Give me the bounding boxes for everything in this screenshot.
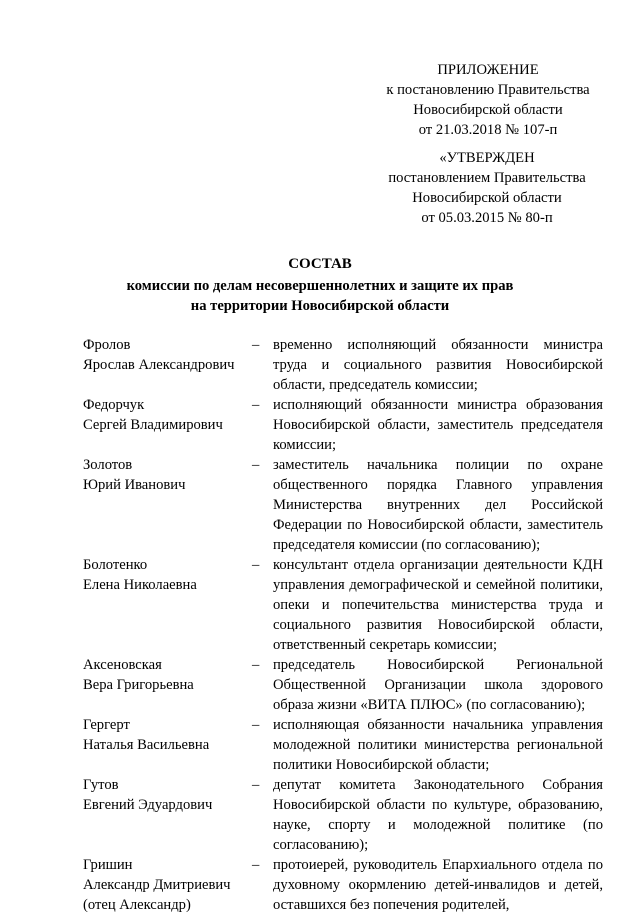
member-given-names: Ярослав Александрович bbox=[83, 357, 235, 373]
member-entry bbox=[0, 455, 640, 555]
appendix-resolution: к постановлению Правительства bbox=[386, 82, 590, 98]
dash-separator: – bbox=[252, 337, 260, 353]
appendix-label: ПРИЛОЖЕНИЕ bbox=[437, 62, 539, 78]
member-entry bbox=[0, 715, 640, 775]
member-given-names: Наталья Васильевна bbox=[83, 737, 210, 753]
appendix-header bbox=[378, 60, 598, 140]
appendix-region: Новосибирской области bbox=[413, 102, 563, 118]
member-surname: Гутов bbox=[83, 777, 119, 793]
document-title bbox=[0, 254, 640, 316]
member-given-names: Юрий Иванович bbox=[83, 477, 186, 493]
member-entry bbox=[0, 335, 640, 395]
member-description: председатель Новосибирской Региональной Общественной Организации школа здорового образа жизни «ВИТА ПЛЮС» (по согласованию); bbox=[273, 657, 603, 713]
member-name bbox=[83, 775, 253, 815]
member-entry bbox=[0, 655, 640, 715]
member-description: депутат комитета Законодательного Собрания Новосибирской области по культуре, образованию, науке, спорту и молодежной политике (по согласованию); bbox=[273, 777, 603, 853]
member-entry bbox=[0, 555, 640, 655]
member-name bbox=[83, 855, 253, 915]
title-main: СОСТАВ bbox=[288, 256, 352, 272]
member-entry bbox=[0, 395, 640, 455]
title-subtitle-line1: комиссии по делам несовершеннолетних и защите их прав bbox=[126, 278, 514, 294]
member-description: заместитель начальника полиции по охране общественного порядка Главного управления Министерства внутренних дел Российской Федерации по Новосибирской области, заместитель председателя комиссии (по согласованию); bbox=[273, 457, 603, 553]
dash-separator: – bbox=[252, 857, 260, 873]
member-surname: Фролов bbox=[83, 337, 131, 353]
member-name bbox=[83, 555, 253, 595]
dash-separator: – bbox=[252, 777, 260, 793]
dash-separator: – bbox=[252, 657, 260, 673]
member-name bbox=[83, 715, 253, 755]
member-given-names: Елена Николаевна bbox=[83, 577, 197, 593]
approved-header bbox=[377, 148, 597, 228]
appendix-date: от 21.03.2018 № 107-п bbox=[418, 122, 558, 138]
member-entry bbox=[0, 775, 640, 855]
member-given-names: Александр Дмитриевич bbox=[83, 877, 231, 893]
member-surname: Болотенко bbox=[83, 557, 148, 573]
approved-resolution: постановлением Правительства bbox=[388, 170, 586, 186]
member-given-names: Вера Григорьевна bbox=[83, 677, 194, 693]
member-description: временно исполняющий обязанности министра труда и социального развития Новосибирской области, председатель комиссии; bbox=[273, 337, 603, 393]
dash-separator: – bbox=[252, 717, 260, 733]
member-surname: Федорчук bbox=[83, 397, 145, 413]
member-name bbox=[83, 335, 253, 375]
member-description: исполняющая обязанности начальника управления молодежной политики министерства региональной политики Новосибирской области; bbox=[273, 717, 603, 773]
dash-separator: – bbox=[252, 457, 260, 473]
member-surname: Гергерт bbox=[83, 717, 130, 733]
member-surname: Гришин bbox=[83, 857, 133, 873]
members-list bbox=[0, 335, 640, 915]
approved-date: от 05.03.2015 № 80-п bbox=[421, 210, 553, 226]
member-description: протоиерей, руководитель Епархиального отдела по духовному окормлению детей-инвалидов и детей, оставшихся без попечения родителей, bbox=[273, 857, 603, 913]
member-given-names: Сергей Владимирович bbox=[83, 417, 223, 433]
member-description: консультант отдела организации деятельности КДН управления демографической и семейной политики, опеки и попечительства министерства труда и социального развития Новосибирской области, ответственный секретарь комиссии; bbox=[273, 557, 603, 653]
member-name bbox=[83, 395, 253, 435]
title-subtitle-line2: на территории Новосибирской области bbox=[190, 298, 450, 314]
member-name bbox=[83, 455, 253, 495]
member-surname: Аксеновская bbox=[83, 657, 162, 673]
member-surname: Золотов bbox=[83, 457, 133, 473]
member-description: исполняющий обязанности министра образования Новосибирской области, заместитель председателя комиссии; bbox=[273, 397, 603, 453]
approved-region: Новосибирской области bbox=[412, 190, 562, 206]
dash-separator: – bbox=[252, 557, 260, 573]
member-religious-name: (отец Александр) bbox=[83, 897, 191, 913]
member-name bbox=[83, 655, 253, 695]
approved-label: «УТВЕРЖДЕН bbox=[439, 150, 535, 166]
member-entry bbox=[0, 855, 640, 915]
member-given-names: Евгений Эдуардович bbox=[83, 797, 213, 813]
dash-separator: – bbox=[252, 397, 260, 413]
